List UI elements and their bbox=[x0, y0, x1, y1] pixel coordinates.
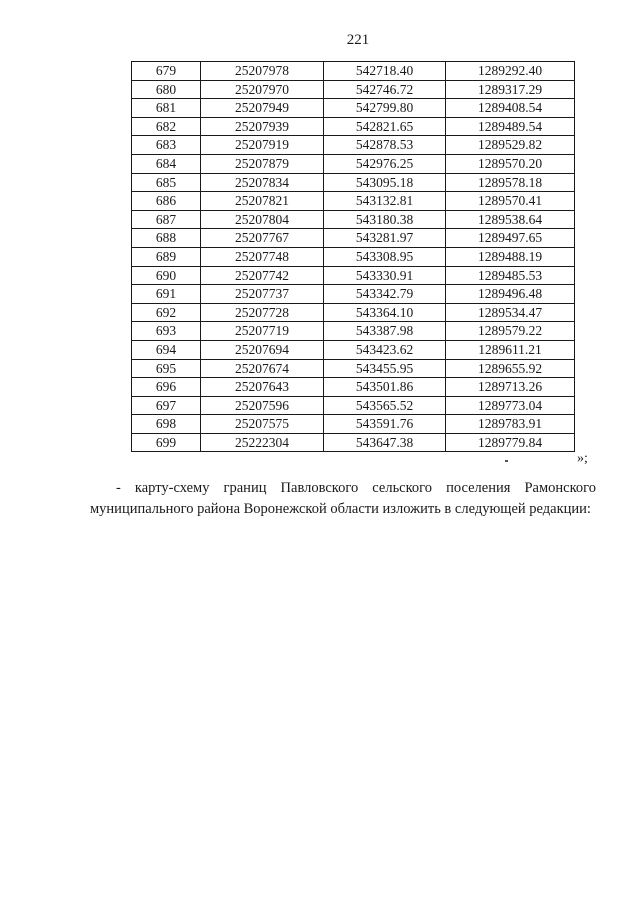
point-number-cell: 686 bbox=[132, 192, 201, 211]
table-row bbox=[132, 62, 575, 81]
stray-mark bbox=[505, 460, 508, 462]
x-coordinate-cell: 543132.81 bbox=[324, 192, 446, 211]
point-number-cell: 681 bbox=[132, 99, 201, 118]
point-code-cell: 25207919 bbox=[201, 136, 324, 155]
point-number-cell: 685 bbox=[132, 173, 201, 192]
table-row bbox=[132, 359, 575, 378]
y-coordinate-cell: 1289579.22 bbox=[446, 322, 575, 341]
point-code-cell: 25207821 bbox=[201, 192, 324, 211]
point-code-cell: 25207596 bbox=[201, 396, 324, 415]
x-coordinate-cell: 543308.95 bbox=[324, 247, 446, 266]
y-coordinate-cell: 1289529.82 bbox=[446, 136, 575, 155]
coordinates-table bbox=[131, 61, 575, 452]
point-code-cell: 25207737 bbox=[201, 285, 324, 304]
point-code-cell: 25207879 bbox=[201, 154, 324, 173]
x-coordinate-cell: 543647.38 bbox=[324, 433, 446, 452]
y-coordinate-cell: 1289497.65 bbox=[446, 229, 575, 248]
x-coordinate-cell: 543281.97 bbox=[324, 229, 446, 248]
point-number-cell: 683 bbox=[132, 136, 201, 155]
point-code-cell: 25207728 bbox=[201, 303, 324, 322]
y-coordinate-cell: 1289779.84 bbox=[446, 433, 575, 452]
point-number-cell: 695 bbox=[132, 359, 201, 378]
amendment-paragraph: - карту-схему границ Павловского сельского поселения Рамонского муниципального района Воронежской области изложить в следующей редакции: bbox=[90, 480, 596, 517]
point-number-cell: 679 bbox=[132, 62, 201, 81]
y-coordinate-cell: 1289783.91 bbox=[446, 415, 575, 434]
table-row bbox=[132, 136, 575, 155]
point-number-cell: 689 bbox=[132, 247, 201, 266]
y-coordinate-cell: 1289773.04 bbox=[446, 396, 575, 415]
x-coordinate-cell: 542799.80 bbox=[324, 99, 446, 118]
table-row bbox=[132, 378, 575, 397]
page-number: 221 bbox=[346, 32, 370, 48]
point-number-cell: 682 bbox=[132, 117, 201, 136]
point-code-cell: 25207949 bbox=[201, 99, 324, 118]
point-number-cell: 684 bbox=[132, 154, 201, 173]
y-coordinate-cell: 1289534.47 bbox=[446, 303, 575, 322]
coordinates-table-body bbox=[132, 62, 575, 452]
table-row bbox=[132, 99, 575, 118]
point-code-cell: 25207970 bbox=[201, 80, 324, 99]
y-coordinate-cell: 1289489.54 bbox=[446, 117, 575, 136]
x-coordinate-cell: 542746.72 bbox=[324, 80, 446, 99]
point-code-cell: 25222304 bbox=[201, 433, 324, 452]
y-coordinate-cell: 1289488.19 bbox=[446, 247, 575, 266]
x-coordinate-cell: 543364.10 bbox=[324, 303, 446, 322]
y-coordinate-cell: 1289655.92 bbox=[446, 359, 575, 378]
y-coordinate-cell: 1289496.48 bbox=[446, 285, 575, 304]
y-coordinate-cell: 1289611.21 bbox=[446, 340, 575, 359]
closing-quote: »; bbox=[577, 451, 588, 466]
point-code-cell: 25207767 bbox=[201, 229, 324, 248]
y-coordinate-cell: 1289538.64 bbox=[446, 210, 575, 229]
table-row bbox=[132, 247, 575, 266]
x-coordinate-cell: 543387.98 bbox=[324, 322, 446, 341]
point-code-cell: 25207575 bbox=[201, 415, 324, 434]
y-coordinate-cell: 1289292.40 bbox=[446, 62, 575, 81]
y-coordinate-cell: 1289485.53 bbox=[446, 266, 575, 285]
point-number-cell: 699 bbox=[132, 433, 201, 452]
x-coordinate-cell: 543501.86 bbox=[324, 378, 446, 397]
table-row bbox=[132, 266, 575, 285]
point-code-cell: 25207804 bbox=[201, 210, 324, 229]
point-number-cell: 691 bbox=[132, 285, 201, 304]
y-coordinate-cell: 1289570.41 bbox=[446, 192, 575, 211]
x-coordinate-cell: 542976.25 bbox=[324, 154, 446, 173]
point-code-cell: 25207939 bbox=[201, 117, 324, 136]
x-coordinate-cell: 543180.38 bbox=[324, 210, 446, 229]
x-coordinate-cell: 542878.53 bbox=[324, 136, 446, 155]
x-coordinate-cell: 543423.62 bbox=[324, 340, 446, 359]
x-coordinate-cell: 543591.76 bbox=[324, 415, 446, 434]
table-row bbox=[132, 285, 575, 304]
table-row bbox=[132, 80, 575, 99]
x-coordinate-cell: 542718.40 bbox=[324, 62, 446, 81]
point-number-cell: 688 bbox=[132, 229, 201, 248]
point-number-cell: 697 bbox=[132, 396, 201, 415]
x-coordinate-cell: 543095.18 bbox=[324, 173, 446, 192]
point-number-cell: 687 bbox=[132, 210, 201, 229]
table-row bbox=[132, 303, 575, 322]
point-code-cell: 25207834 bbox=[201, 173, 324, 192]
table-row bbox=[132, 192, 575, 211]
table-row bbox=[132, 154, 575, 173]
point-code-cell: 25207674 bbox=[201, 359, 324, 378]
x-coordinate-cell: 543565.52 bbox=[324, 396, 446, 415]
table-row bbox=[132, 173, 575, 192]
table-row bbox=[132, 396, 575, 415]
point-code-cell: 25207643 bbox=[201, 378, 324, 397]
table-row bbox=[132, 229, 575, 248]
point-code-cell: 25207978 bbox=[201, 62, 324, 81]
y-coordinate-cell: 1289570.20 bbox=[446, 154, 575, 173]
point-number-cell: 693 bbox=[132, 322, 201, 341]
y-coordinate-cell: 1289408.54 bbox=[446, 99, 575, 118]
point-number-cell: 692 bbox=[132, 303, 201, 322]
table-row bbox=[132, 415, 575, 434]
table-row bbox=[132, 210, 575, 229]
point-code-cell: 25207742 bbox=[201, 266, 324, 285]
point-number-cell: 680 bbox=[132, 80, 201, 99]
y-coordinate-cell: 1289578.18 bbox=[446, 173, 575, 192]
table-row bbox=[132, 322, 575, 341]
point-number-cell: 698 bbox=[132, 415, 201, 434]
x-coordinate-cell: 543342.79 bbox=[324, 285, 446, 304]
x-coordinate-cell: 542821.65 bbox=[324, 117, 446, 136]
table-row bbox=[132, 340, 575, 359]
point-number-cell: 690 bbox=[132, 266, 201, 285]
y-coordinate-cell: 1289713.26 bbox=[446, 378, 575, 397]
x-coordinate-cell: 543330.91 bbox=[324, 266, 446, 285]
point-code-cell: 25207719 bbox=[201, 322, 324, 341]
y-coordinate-cell: 1289317.29 bbox=[446, 80, 575, 99]
point-number-cell: 696 bbox=[132, 378, 201, 397]
table-row bbox=[132, 433, 575, 452]
point-code-cell: 25207694 bbox=[201, 340, 324, 359]
x-coordinate-cell: 543455.95 bbox=[324, 359, 446, 378]
table-row bbox=[132, 117, 575, 136]
point-code-cell: 25207748 bbox=[201, 247, 324, 266]
point-number-cell: 694 bbox=[132, 340, 201, 359]
